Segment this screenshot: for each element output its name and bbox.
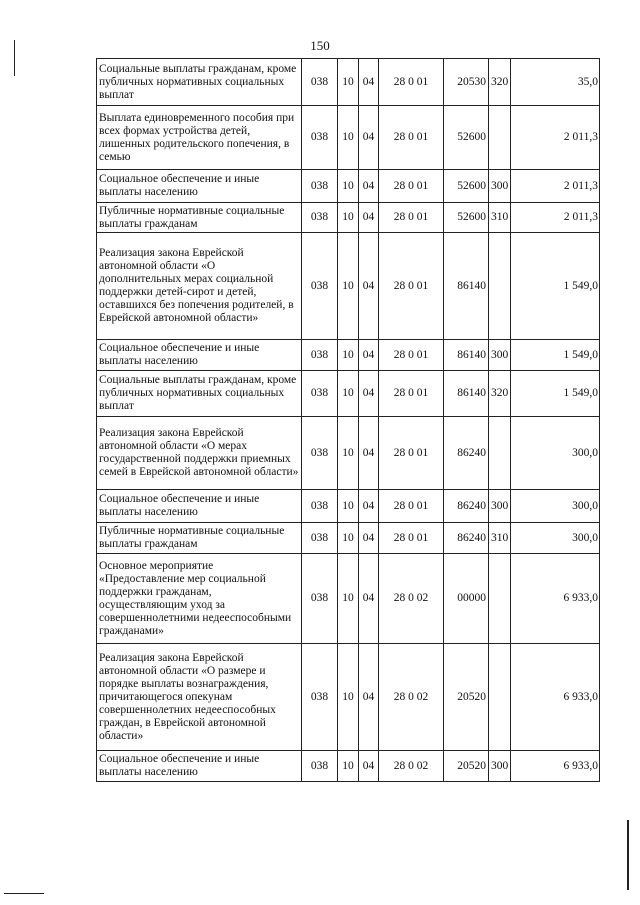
subsection-code: 04: [359, 340, 379, 371]
table-row: [97, 59, 600, 106]
target-item-code: 20520: [444, 644, 489, 751]
table-row: [97, 203, 600, 233]
page-number: 150: [310, 38, 330, 53]
amount: 300,0: [511, 417, 600, 490]
section-code: 10: [338, 203, 359, 233]
subsection-code: 04: [359, 106, 379, 170]
row-name: Реализация закона Еврейской автономной области «О размере и порядке выплаты вознаграждения, причитающегося опекунам совершеннолетних недееспособных граждан, в Еврейской автономной области»: [97, 644, 302, 751]
section-code: 10: [338, 644, 359, 751]
ministry-code: 038: [302, 203, 338, 233]
target-item-code: 52600: [444, 170, 489, 203]
subsection-code: 04: [359, 490, 379, 523]
amount: 6 933,0: [511, 751, 600, 782]
row-name: Публичные нормативные социальные выплаты гражданам: [97, 523, 302, 554]
target-program-code: 28 0 01: [379, 371, 444, 417]
section-code: 10: [338, 523, 359, 554]
expense-type-code: 310: [489, 523, 511, 554]
section-code: 10: [338, 554, 359, 644]
target-program-code: 28 0 01: [379, 340, 444, 371]
target-item-code: 52600: [444, 106, 489, 170]
section-code: 10: [338, 106, 359, 170]
amount: 300,0: [511, 490, 600, 523]
expense-type-code: 320: [489, 59, 511, 106]
ministry-code: 038: [302, 233, 338, 340]
target-item-code: 86240: [444, 417, 489, 490]
ministry-code: 038: [302, 106, 338, 170]
table-row: [97, 340, 600, 371]
expense-type-code: 300: [489, 751, 511, 782]
ministry-code: 038: [302, 523, 338, 554]
ministry-code: 038: [302, 554, 338, 644]
table-row: [97, 371, 600, 417]
ministry-code: 038: [302, 340, 338, 371]
expense-type-code: [489, 554, 511, 644]
section-code: 10: [338, 170, 359, 203]
expense-type-code: 320: [489, 371, 511, 417]
target-program-code: 28 0 01: [379, 417, 444, 490]
target-item-code: 86140: [444, 233, 489, 340]
subsection-code: 04: [359, 59, 379, 106]
row-name: Основное мероприятие «Предоставление мер социальной поддержки гражданам, осуществляющим уход за совершеннолетними недееспособными гражданами»: [97, 554, 302, 644]
subsection-code: 04: [359, 203, 379, 233]
target-item-code: 00000: [444, 554, 489, 644]
amount: 2 011,3: [511, 203, 600, 233]
ministry-code: 038: [302, 371, 338, 417]
table-row: [97, 644, 600, 751]
amount: 1 549,0: [511, 340, 600, 371]
section-code: 10: [338, 340, 359, 371]
table-row: [97, 554, 600, 644]
expense-type-code: 300: [489, 170, 511, 203]
expense-type-code: 300: [489, 490, 511, 523]
amount: 300,0: [511, 523, 600, 554]
scan-edge-left: [14, 40, 15, 76]
target-item-code: 86240: [444, 490, 489, 523]
amount: 6 933,0: [511, 644, 600, 751]
target-program-code: 28 0 01: [379, 490, 444, 523]
row-name: Социальное обеспечение и иные выплаты населению: [97, 340, 302, 371]
row-name: Социальные выплаты гражданам, кроме публичных нормативных социальных выплат: [97, 59, 302, 106]
target-item-code: 20530: [444, 59, 489, 106]
expense-type-code: 300: [489, 340, 511, 371]
row-name: Реализация закона Еврейской автономной области «О дополнительных мерах социальной поддержки детей-сирот и детей, оставшихся без попечения родителей, в Еврейской автономной области»: [97, 233, 302, 340]
ministry-code: 038: [302, 751, 338, 782]
amount: 6 933,0: [511, 554, 600, 644]
target-program-code: 28 0 02: [379, 554, 444, 644]
table-row: [97, 490, 600, 523]
target-program-code: 28 0 01: [379, 106, 444, 170]
subsection-code: 04: [359, 371, 379, 417]
expense-type-code: [489, 233, 511, 340]
target-program-code: 28 0 02: [379, 751, 444, 782]
ministry-code: 038: [302, 59, 338, 106]
ministry-code: 038: [302, 490, 338, 523]
ministry-code: 038: [302, 417, 338, 490]
table-row: [97, 417, 600, 490]
subsection-code: 04: [359, 417, 379, 490]
section-code: 10: [338, 490, 359, 523]
amount: 1 549,0: [511, 233, 600, 340]
expense-type-code: [489, 106, 511, 170]
subsection-code: 04: [359, 554, 379, 644]
ministry-code: 038: [302, 170, 338, 203]
expense-type-code: 310: [489, 203, 511, 233]
table-body: [97, 59, 600, 782]
row-name: Реализация закона Еврейской автономной области «О мерах государственной поддержки приемных семей в Еврейской автономной области»: [97, 417, 302, 490]
row-name: Социальное обеспечение и иные выплаты населению: [97, 490, 302, 523]
target-program-code: 28 0 01: [379, 233, 444, 340]
amount: 35,0: [511, 59, 600, 106]
expense-type-code: [489, 417, 511, 490]
budget-table: [96, 58, 600, 782]
table-row: [97, 751, 600, 782]
target-item-code: 86140: [444, 340, 489, 371]
section-code: 10: [338, 751, 359, 782]
subsection-code: 04: [359, 233, 379, 340]
amount: 2 011,3: [511, 106, 600, 170]
expense-type-code: [489, 644, 511, 751]
row-name: Публичные нормативные социальные выплаты гражданам: [97, 203, 302, 233]
target-item-code: 52600: [444, 203, 489, 233]
target-item-code: 20520: [444, 751, 489, 782]
target-item-code: 86140: [444, 371, 489, 417]
section-code: 10: [338, 371, 359, 417]
table-row: [97, 106, 600, 170]
row-name: Социальное обеспечение и иные выплаты населению: [97, 170, 302, 203]
target-program-code: 28 0 02: [379, 644, 444, 751]
target-program-code: 28 0 01: [379, 59, 444, 106]
subsection-code: 04: [359, 170, 379, 203]
section-code: 10: [338, 59, 359, 106]
target-item-code: 86240: [444, 523, 489, 554]
table-row: [97, 523, 600, 554]
target-program-code: 28 0 01: [379, 523, 444, 554]
table-row: [97, 170, 600, 203]
table-row: [97, 233, 600, 340]
amount: 2 011,3: [511, 170, 600, 203]
scan-edge-right: [627, 820, 629, 890]
subsection-code: 04: [359, 523, 379, 554]
target-program-code: 28 0 01: [379, 203, 444, 233]
scan-mark-bottom: [4, 893, 44, 894]
amount: 1 549,0: [511, 371, 600, 417]
section-code: 10: [338, 233, 359, 340]
subsection-code: 04: [359, 751, 379, 782]
ministry-code: 038: [302, 644, 338, 751]
row-name: Социальные выплаты гражданам, кроме публичных нормативных социальных выплат: [97, 371, 302, 417]
target-program-code: 28 0 01: [379, 170, 444, 203]
row-name: Социальное обеспечение и иные выплаты населению: [97, 751, 302, 782]
row-name: Выплата единовременного пособия при всех формах устройства детей, лишенных родительского попечения, в семью: [97, 106, 302, 170]
section-code: 10: [338, 417, 359, 490]
subsection-code: 04: [359, 644, 379, 751]
